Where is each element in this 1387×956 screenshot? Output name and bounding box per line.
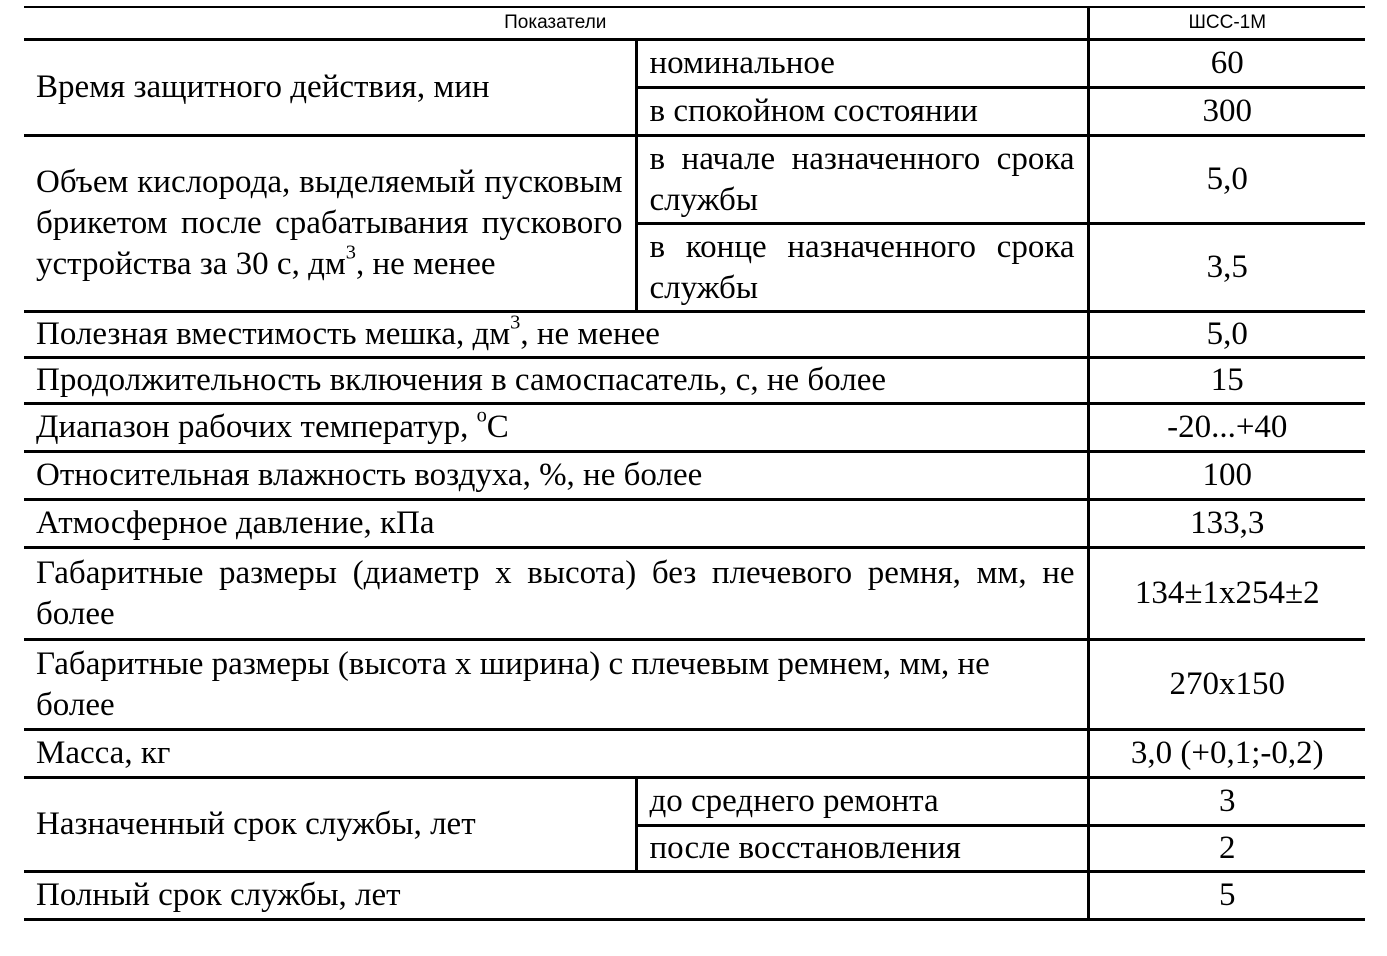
bag-capacity-value: 5,0 [1088, 312, 1365, 358]
switch-on-time-value: 15 [1088, 358, 1365, 404]
table-row [24, 452, 1365, 500]
header-indicators: Показатели [24, 7, 1088, 40]
humidity-label: Относительная влажность воздуха, %, не более [24, 452, 1088, 500]
humidity-value: 100 [1088, 452, 1365, 500]
full-life-label: Полный срок службы, лет [24, 872, 1088, 920]
table-row [24, 640, 1365, 730]
table-row [24, 500, 1365, 548]
protection-time-nominal-value: 60 [1088, 40, 1365, 88]
table-row [24, 872, 1365, 920]
table-row [24, 730, 1365, 778]
bag-capacity-label-text: Полезная вместимость мешка, дм [36, 316, 511, 352]
dims-no-strap-label: Габаритные размеры (диаметр х высота) без плечевого ремня, мм, не более [24, 548, 1088, 640]
oxygen-volume-label-text: Объем кислорода, выделяемый пусковым брикетом после срабатывания пускового устройства за 30 с, дм [36, 164, 623, 282]
bag-capacity-label [24, 312, 1088, 358]
table-row [24, 778, 1365, 826]
temp-range-degree-sup: о [476, 404, 487, 427]
header-row [24, 7, 1365, 40]
dims-strap-label: Габаритные размеры (высота х ширина) с плечевым ремнем, мм, не более [24, 640, 1088, 730]
oxygen-volume-label [24, 136, 636, 312]
oxygen-volume-start-label: в начале назначенного срока службы [636, 136, 1088, 224]
header-model: ШСС-1М [1088, 7, 1365, 40]
temp-range-label-text: Диапазон рабочих температур, [36, 409, 477, 445]
oxygen-volume-end-value: 3,5 [1088, 224, 1365, 312]
switch-on-time-label: Продолжительность включения в самоспасатель, с, не более [24, 358, 1088, 404]
oxygen-volume-end-label: в конце назначенного срока службы [636, 224, 1088, 312]
temp-range-label [24, 404, 1088, 452]
table-row [24, 404, 1365, 452]
table-row [24, 358, 1365, 404]
dims-strap-value: 270х150 [1088, 640, 1365, 730]
table-row [24, 136, 1365, 224]
mass-value: 3,0 (+0,1;-0,2) [1088, 730, 1365, 778]
service-life-restore-value: 2 [1088, 826, 1365, 872]
specifications-table [24, 6, 1365, 921]
protection-time-nominal-label: номинальное [636, 40, 1088, 88]
table-row [24, 548, 1365, 640]
dims-no-strap-value: 134±1х254±2 [1088, 548, 1365, 640]
temp-range-value: -20...+40 [1088, 404, 1365, 452]
table-row [24, 40, 1365, 88]
service-life-repair-label: до среднего ремонта [636, 778, 1088, 826]
temp-range-label-tail: С [486, 409, 509, 445]
protection-time-rest-label: в спокойном состоянии [636, 88, 1088, 136]
full-life-value: 5 [1088, 872, 1365, 920]
oxygen-volume-unit-sup: 3 [345, 241, 356, 264]
oxygen-volume-start-value: 5,0 [1088, 136, 1365, 224]
pressure-value: 133,3 [1088, 500, 1365, 548]
protection-time-rest-value: 300 [1088, 88, 1365, 136]
service-life-restore-label: после восстановления [636, 826, 1088, 872]
table-row [24, 312, 1365, 358]
service-life-label: Назначенный срок службы, лет [24, 778, 636, 872]
oxygen-volume-label-tail: , не менее [355, 246, 496, 282]
mass-label: Масса, кг [24, 730, 1088, 778]
bag-capacity-label-tail: , не менее [520, 316, 660, 352]
protection-time-label: Время защитного действия, мин [24, 40, 636, 136]
pressure-label: Атмосферное давление, кПа [24, 500, 1088, 548]
service-life-repair-value: 3 [1088, 778, 1365, 826]
bag-capacity-unit-sup: 3 [510, 311, 521, 334]
